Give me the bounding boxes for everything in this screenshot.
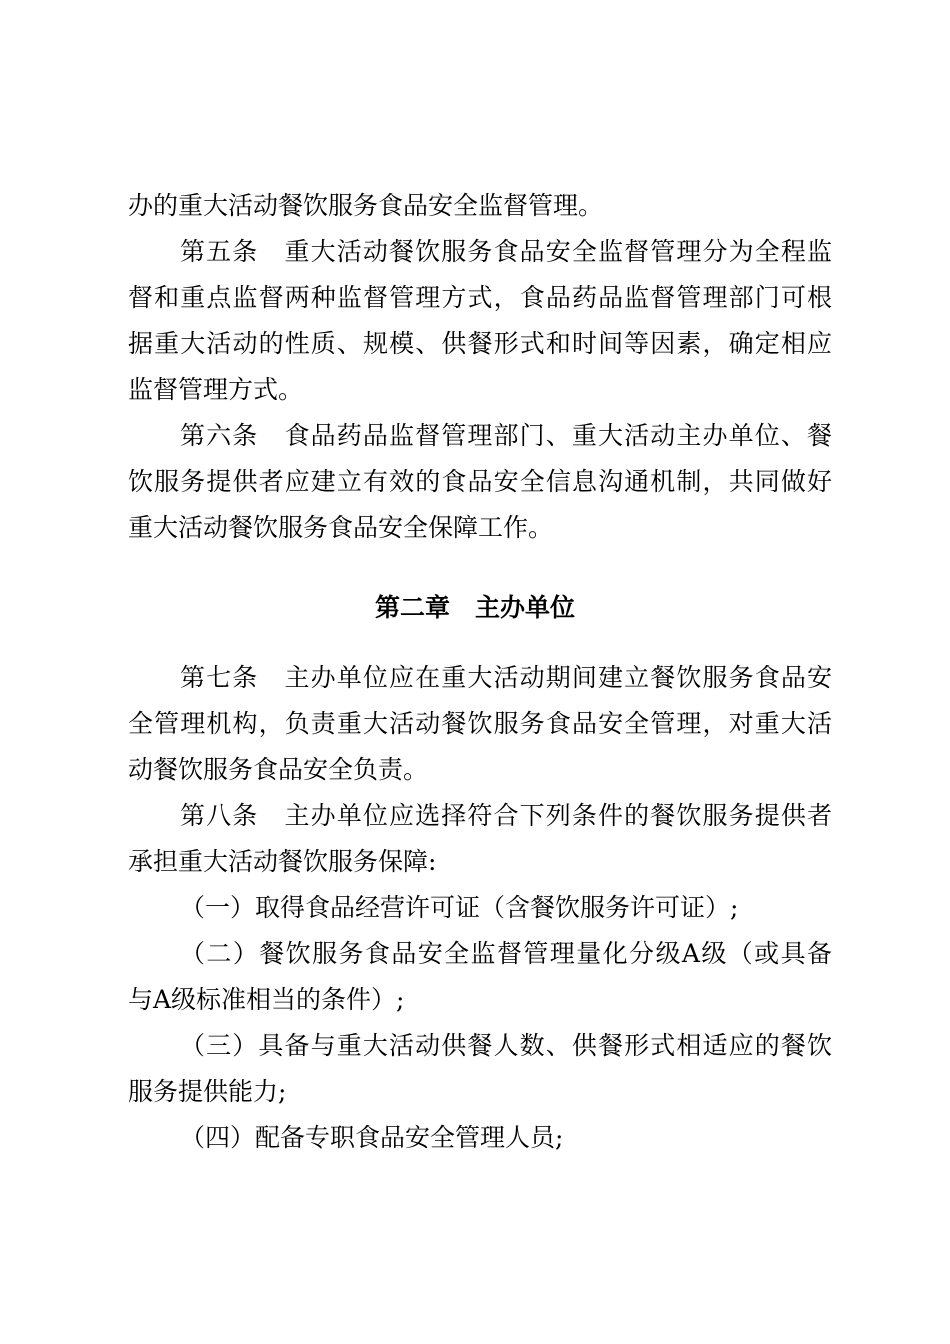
- article-label: 第八条: [180, 801, 259, 830]
- article-text: 主办单位应选择符合下列条件的餐饮服务提供者: [283, 801, 832, 830]
- list-item: （四）配备专职食品安全管理人员;: [180, 1123, 564, 1152]
- paragraph-line: 承担重大活动餐饮服务保障:: [128, 847, 437, 876]
- paragraph-line: 饮服务提供者应建立有效的食品安全信息沟通机制，共同做好: [128, 467, 832, 496]
- list-item-continuation: 与A级标准相当的条件）;: [128, 985, 405, 1014]
- list-item: （一）取得食品经营许可证（含餐饮服务许可证）;: [180, 893, 739, 922]
- article-8-first-line: [180, 793, 832, 839]
- paragraph-line: 据重大活动的性质、规模、供餐形式和时间等因素，确定相应: [128, 329, 832, 358]
- article-text: 主办单位应在重大活动期间建立餐饮服务食品安: [283, 663, 832, 692]
- article-text: 食品药品监督管理部门、重大活动主办单位、餐: [283, 421, 832, 450]
- article-6-first-line: [180, 413, 832, 459]
- paragraph-line: 全管理机构，负责重大活动餐饮服务食品安全管理，对重大活: [128, 709, 832, 738]
- article-7-first-line: [180, 655, 832, 701]
- list-item: （三）具备与重大活动供餐人数、供餐形式相适应的餐饮: [180, 1031, 832, 1060]
- article-text: 重大活动餐饮服务食品安全监督管理分为全程监: [283, 237, 832, 266]
- article-5-first-line: [180, 229, 832, 275]
- list-item: （二）餐饮服务食品安全监督管理量化分级A级（或具备: [180, 939, 832, 968]
- paragraph-line: 督和重点监督两种监督管理方式，食品药品监督管理部门可根: [128, 283, 832, 312]
- list-item-continuation: 服务提供能力;: [128, 1077, 287, 1106]
- article-label: 第五条: [180, 237, 259, 266]
- article-label: 第七条: [180, 663, 259, 692]
- paragraph-line: 监督管理方式。: [128, 375, 304, 404]
- article-label: 第六条: [180, 421, 259, 450]
- chapter-heading: 第二章 主办单位: [374, 593, 575, 622]
- paragraph-line: 办的重大活动餐饮服务食品安全监督管理。: [128, 191, 604, 220]
- paragraph-line: 重大活动餐饮服务食品安全保障工作。: [128, 513, 554, 542]
- paragraph-line: 动餐饮服务食品安全负责。: [128, 755, 429, 784]
